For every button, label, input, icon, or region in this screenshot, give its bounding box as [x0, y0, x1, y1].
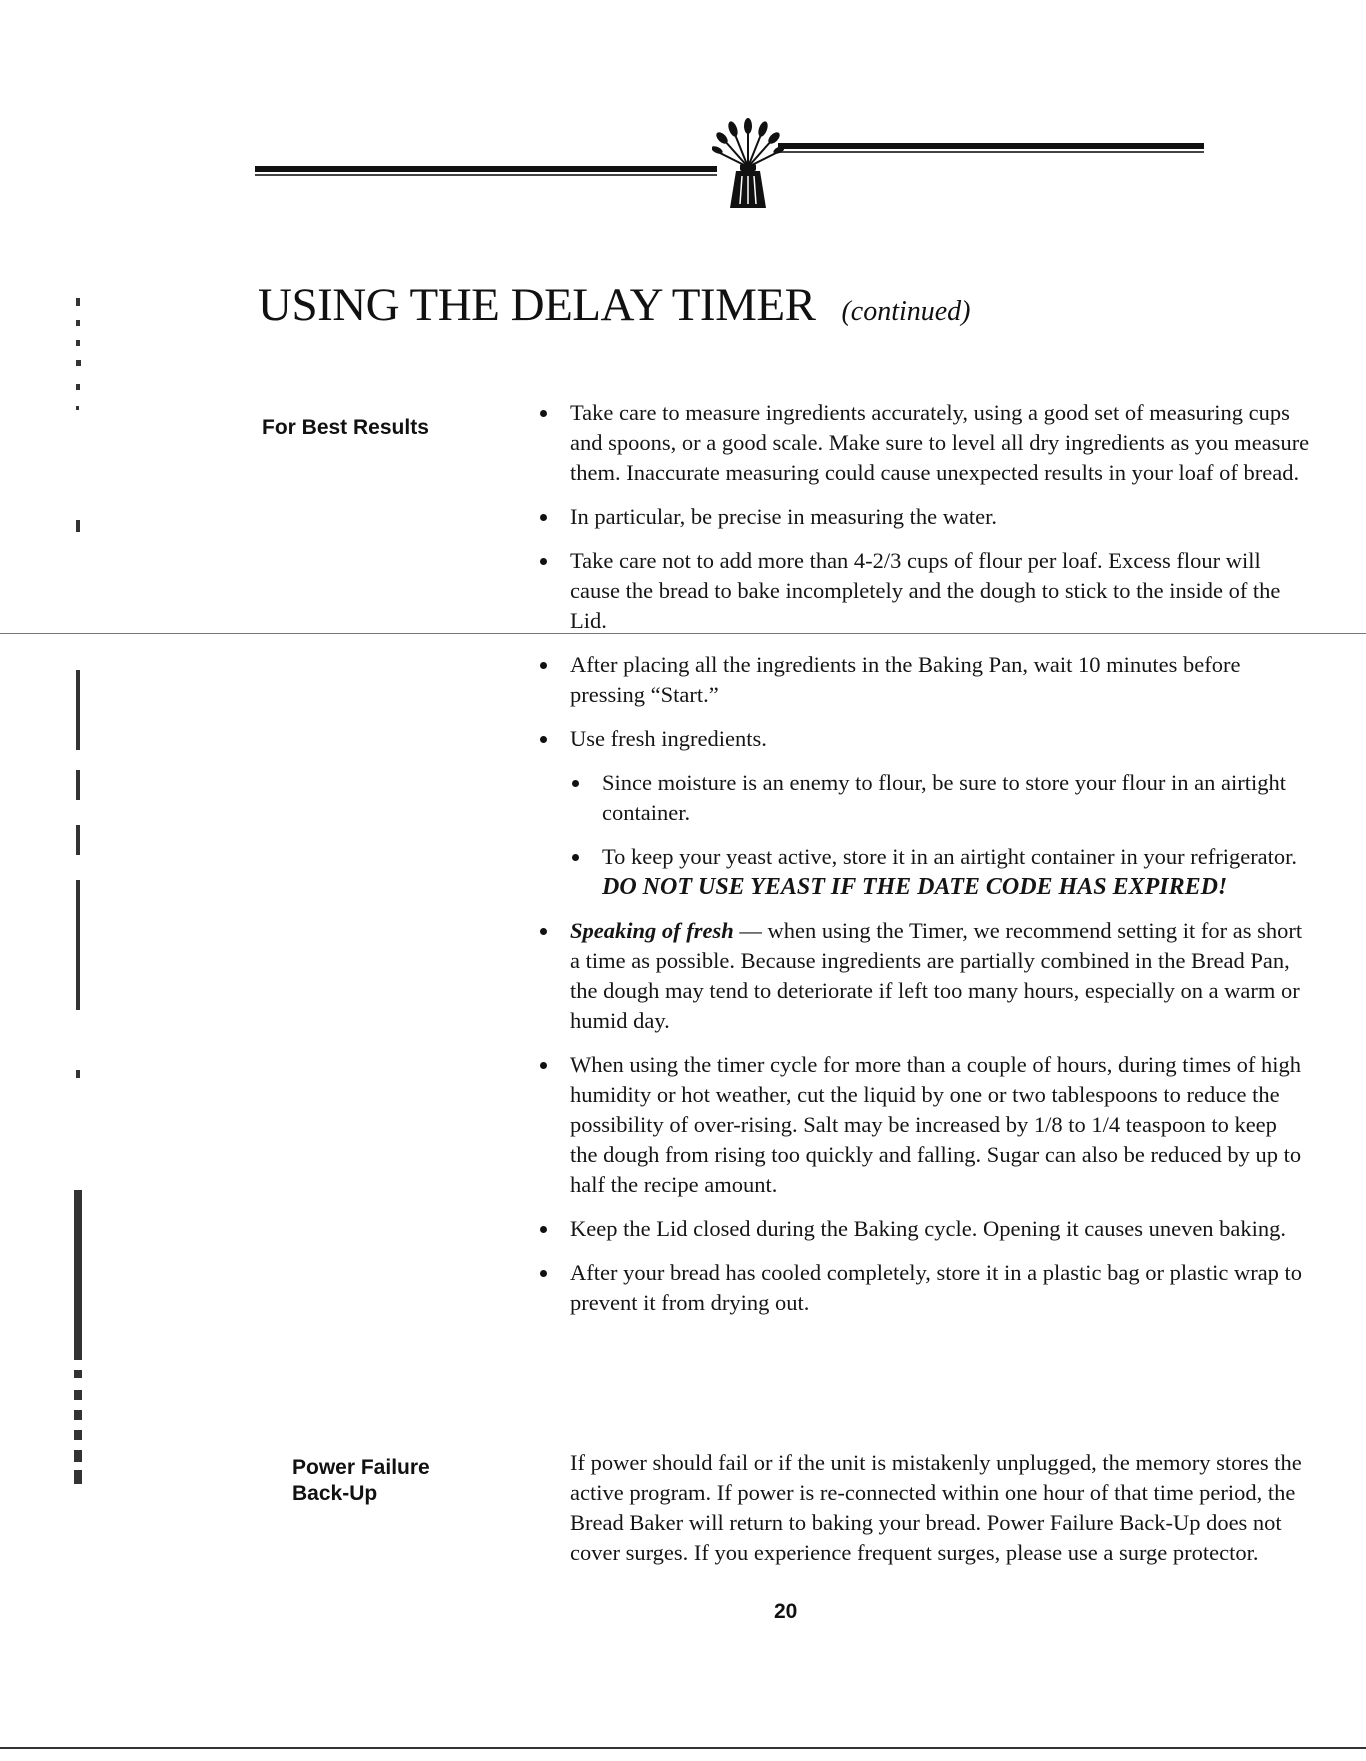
header-rule-left-thin — [255, 174, 717, 176]
bullet-dot — [540, 514, 547, 521]
list-item — [540, 546, 1310, 636]
list-item — [540, 1214, 1310, 1244]
title-text: USING THE DELAY TIMER — [258, 279, 816, 331]
sub-bullet-text: To keep your yeast active, store it in an airtight container in your refrigerator. — [602, 844, 1298, 869]
bullet-dot — [540, 1270, 547, 1277]
list-item — [540, 650, 1310, 710]
header-rule-left — [255, 166, 717, 172]
bullet-text: In particular, be precise in measuring the water. — [570, 504, 998, 529]
header-rule-right-thin — [778, 151, 1204, 153]
bullet-text: After your bread has cooled completely, store it in a plastic bag or plastic wrap to prevent it from drying out. — [570, 1260, 1303, 1315]
best-results-label: For Best Results — [262, 416, 429, 439]
power-failure-label-line1: Power Failure — [292, 1456, 430, 1479]
best-results-list — [540, 398, 1310, 1318]
bullet-dot — [540, 1062, 547, 1069]
margin-scan-marks — [70, 290, 110, 1510]
yeast-warning: DO NOT USE YEAST IF THE DATE CODE HAS EXPIRED! — [602, 874, 1228, 900]
bullet-text: When using the timer cycle for more than a couple of hours, during times of high humidity or hot weather, cut the liquid by one or two tablespoons to reduce the possibility of over-rising. Salt may be increased by 1/8 to 1/4 teaspoon to keep the dough from rising too quickly and falling. Sugar can also be reduced by up to half the recipe amount. — [570, 1052, 1302, 1197]
bullet-dot — [572, 854, 579, 861]
bullet-text: — when using the Timer, we recommend setting it for as short a time as possible. Because ingredients are partially combined in the Bread Pan, the dough may tend to deteriorate if left too many hours, especially on a warm or humid day. — [570, 918, 1303, 1033]
list-item — [540, 724, 1310, 754]
wheat-sheaf-icon — [712, 112, 784, 212]
bullet-dot — [540, 410, 547, 417]
power-failure-text: If power should fail or if the unit is mistakenly unplugged, the memory stores the active program. If power is re-connected within one hour of that time period, the Bread Baker will return to baking your bread. Power Failure Back-Up does not cover surges. If you experience frequent surges, please use a surge protector. — [570, 1450, 1302, 1565]
page-number: 20 — [774, 1600, 798, 1623]
power-failure-label-line2: Back-Up — [292, 1482, 378, 1505]
list-item — [540, 502, 1310, 532]
bullet-text: Take care to measure ingredients accurately, using a good set of measuring cups and spoons, or a good scale. Make sure to level all dry ingredients as you measure them. Inaccurate measuring could cause unexpected results in your loaf of bread. — [570, 400, 1310, 485]
bullet-dot — [540, 928, 547, 935]
title-continued: (continued) — [841, 296, 971, 327]
bullet-text: Keep the Lid closed during the Baking cycle. Opening it causes uneven baking. — [570, 1216, 1287, 1241]
sub-list-item — [572, 768, 1310, 828]
list-item — [540, 1050, 1310, 1200]
list-item — [540, 1258, 1310, 1318]
bullet-text: Use fresh ingredients. — [570, 726, 767, 751]
bullet-dot — [540, 1226, 547, 1233]
list-item — [540, 916, 1310, 1036]
bullet-dot — [540, 558, 547, 565]
bottom-scan-edge — [0, 1747, 1366, 1749]
sub-bullet-text: Since moisture is an enemy to flour, be sure to store your flour in an airtight container. — [602, 770, 1286, 825]
bullet-dot — [572, 780, 579, 787]
list-item — [540, 398, 1310, 488]
page-title — [258, 278, 971, 332]
sub-list-item — [572, 842, 1310, 902]
power-failure-label — [292, 1455, 492, 1507]
bullet-dot — [540, 736, 547, 743]
bullet-dot — [540, 662, 547, 669]
bullet-lead: Speaking of fresh — [570, 918, 734, 943]
bullet-text: Take care not to add more than 4-2/3 cups of flour per loaf. Excess flour will cause the bread to bake incompletely and the dough to stick to the inside of the Lid. — [570, 548, 1281, 633]
bullet-text: After placing all the ingredients in the Baking Pan, wait 10 minutes before pressing “Start.” — [570, 652, 1241, 707]
header-rule-right — [778, 143, 1204, 149]
best-results-content — [540, 398, 1310, 1332]
